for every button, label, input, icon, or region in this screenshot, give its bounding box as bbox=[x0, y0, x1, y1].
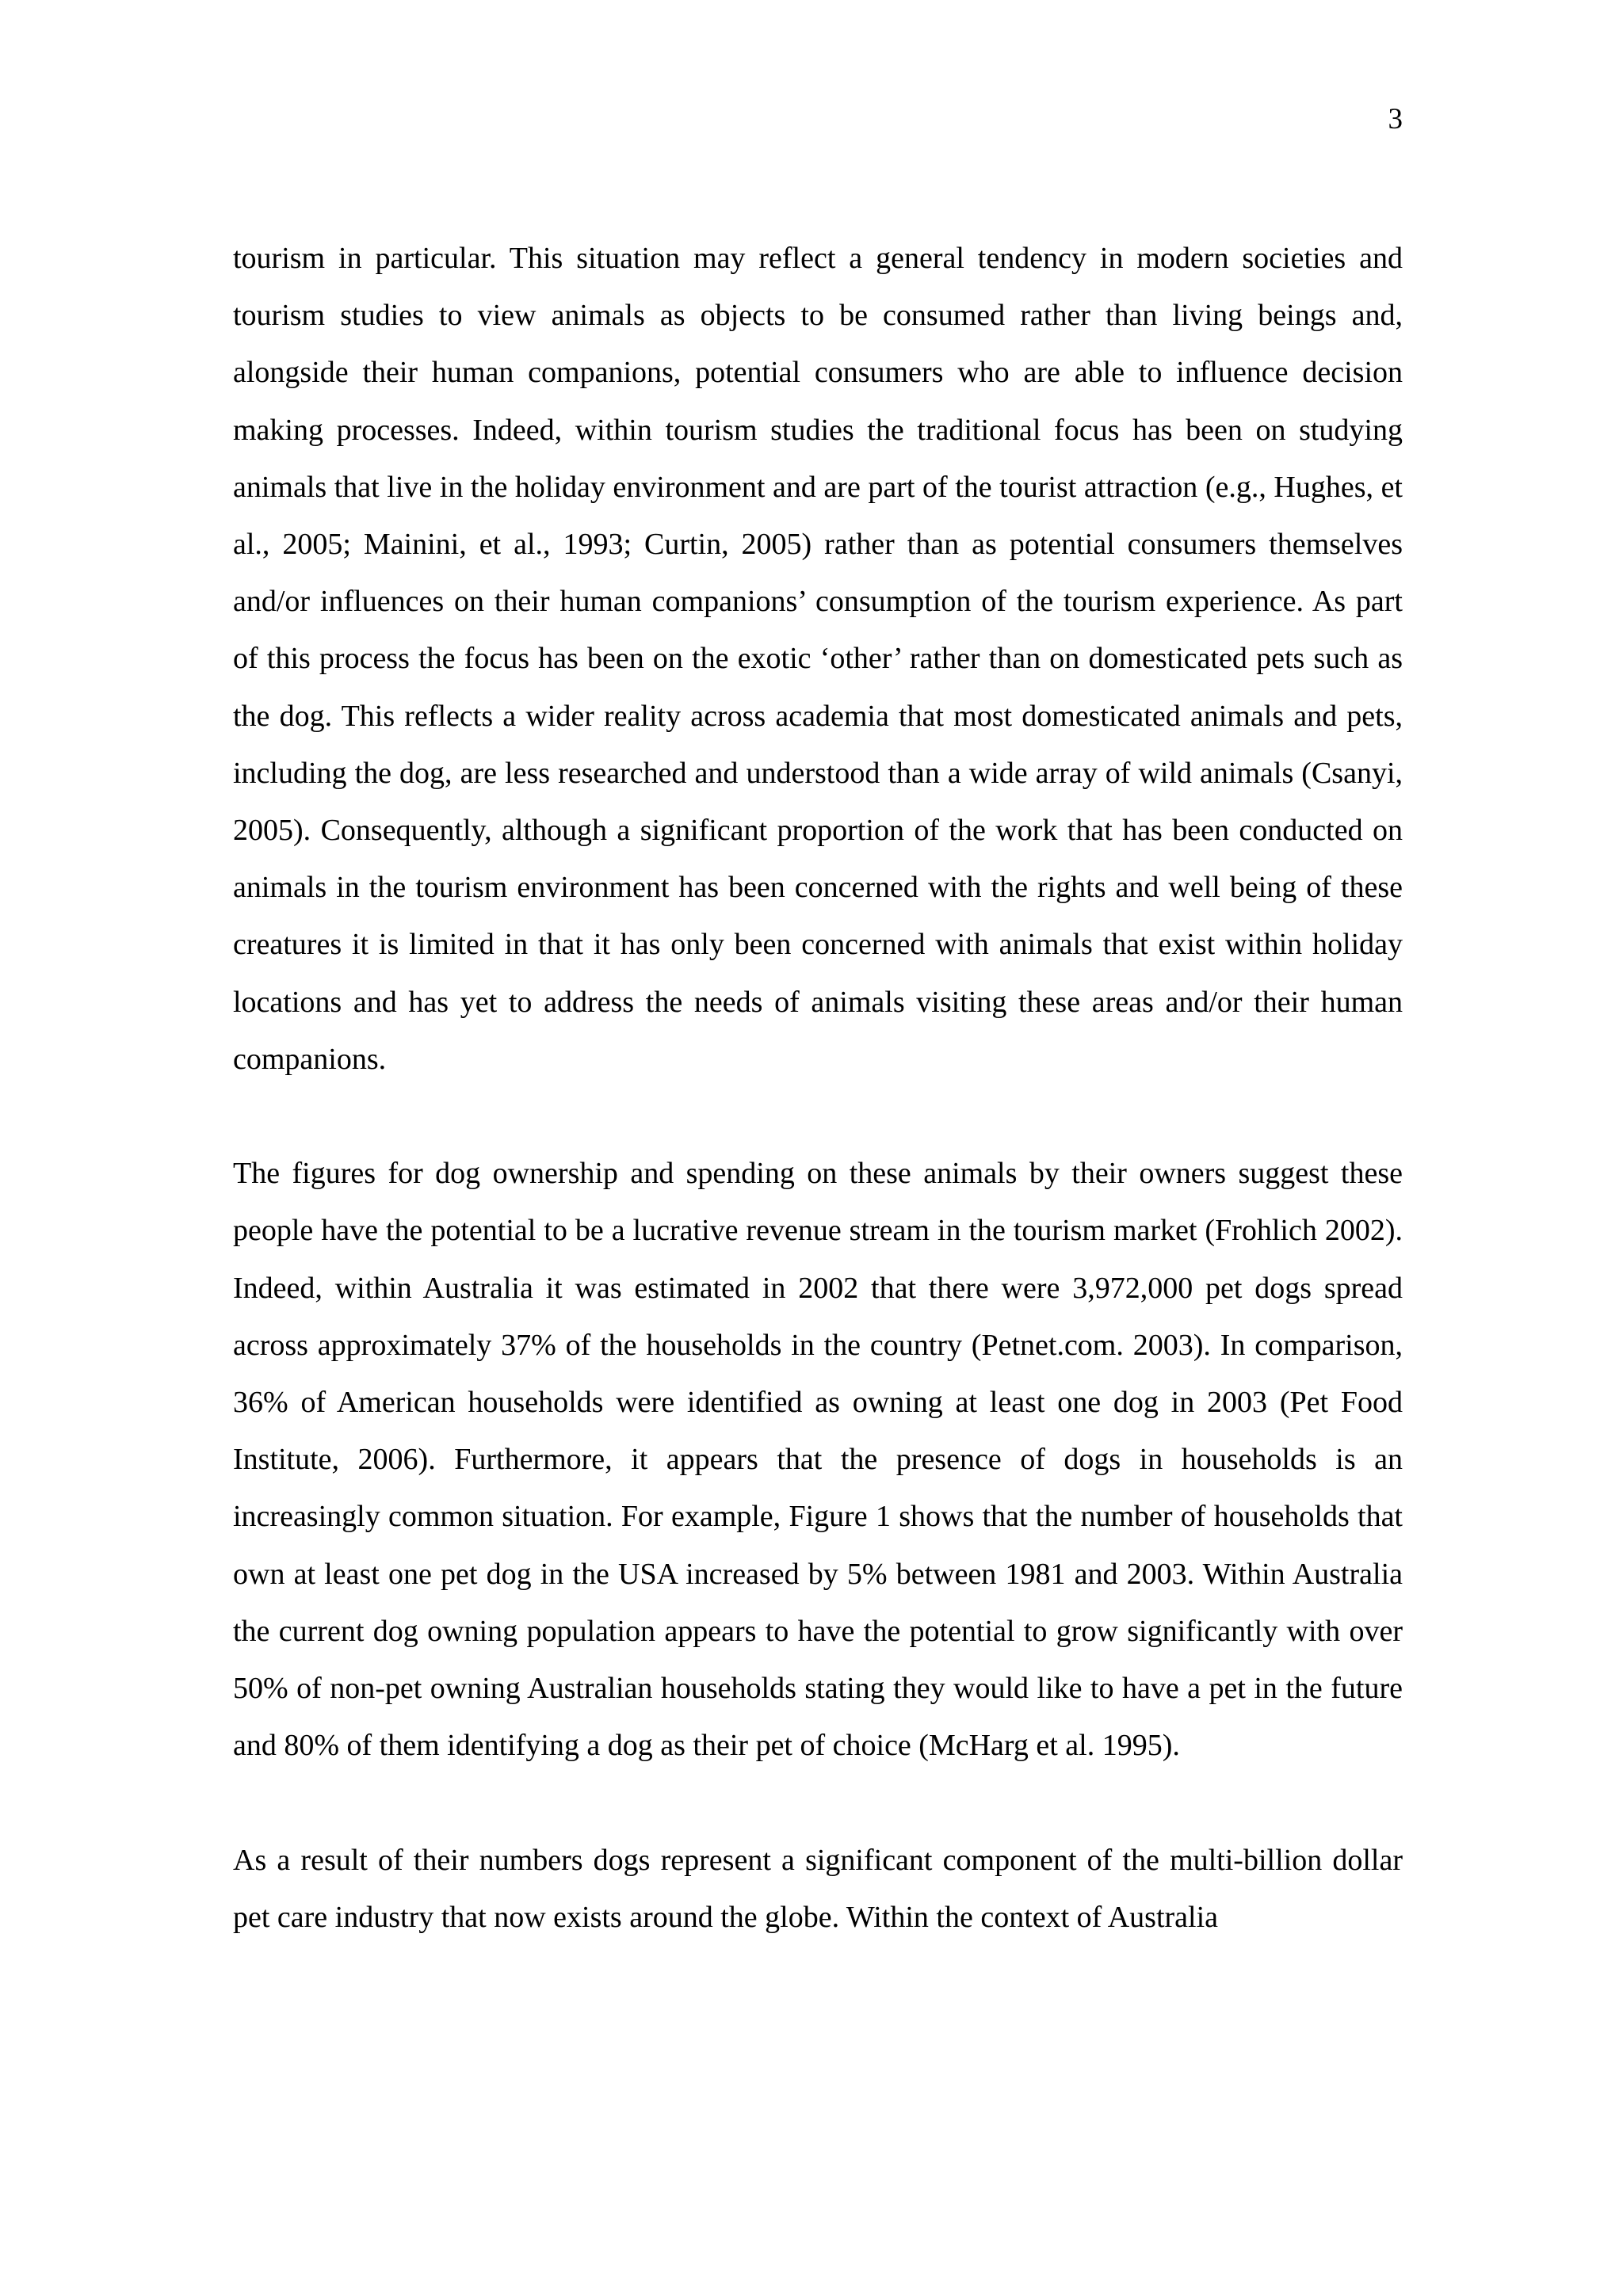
paragraph-1: tourism in particular. This situation may reflect a general tendency in modern societies and tourism studies to view animals as objects to be consumed rather than living beings and, alongside their human companions, potential consumers who are able to influence decision making processes. Indeed, within tourism studies the traditional focus has been on studying animals that live in the holiday environment and are part of the tourist attraction (e.g., Hughes, et al., 2005; Mainini, et al., 1993; Curtin, 2005) rather than as potential consumers themselves and/or influences on their human companions’ consumption of the tourism experience. As part of this process the focus has been on the exotic ‘other’ rather than on domesticated pets such as the dog. This reflects a wider reality across academia that most domesticated animals and pets, including the dog, are less researched and understood than a wide array of wild animals (Csanyi, 2005). Consequently, although a significant proportion of the work that has been conducted on animals in the tourism environment has been concerned with the rights and well being of these creatures it is limited in that it has only been concerned with animals that exist within holiday locations and has yet to address the needs of animals visiting these areas and/or their human companions. bbox=[233, 242, 1403, 1076]
page-number: 3 bbox=[1388, 103, 1403, 135]
paragraph-2: The figures for dog ownership and spending on these animals by their owners suggest these people have the potential to be a lucrative revenue stream in the tourism market (Frohlich 2002). Indeed, within Australia it was estimated in 2002 that there were 3,972,000 pet dogs spread across approximately 37% of the households in the country (Petnet.com. 2003). In comparison, 36% of American households were identified as owning at least one dog in 2003 (Pet Food Institute, 2006). Furthermore, it appears that the presence of dogs in households is an increasingly common situation. For example, Figure 1 shows that the number of households that own at least one pet dog in the USA increased by 5% between 1981 and 2003. Within Australia the current dog owning population appears to have the potential to grow significantly with over 50% of non-pet owning Australian households stating they would like to have a pet in the future and 80% of them identifying a dog as their pet of choice (McHarg et al. 1995). bbox=[233, 1157, 1403, 1763]
paragraph-3: As a result of their numbers dogs represent a significant component of the multi-billion dollar pet care industry that now exists around the globe. Within the context of Australia bbox=[233, 1843, 1403, 1934]
body-text bbox=[233, 230, 1403, 1946]
